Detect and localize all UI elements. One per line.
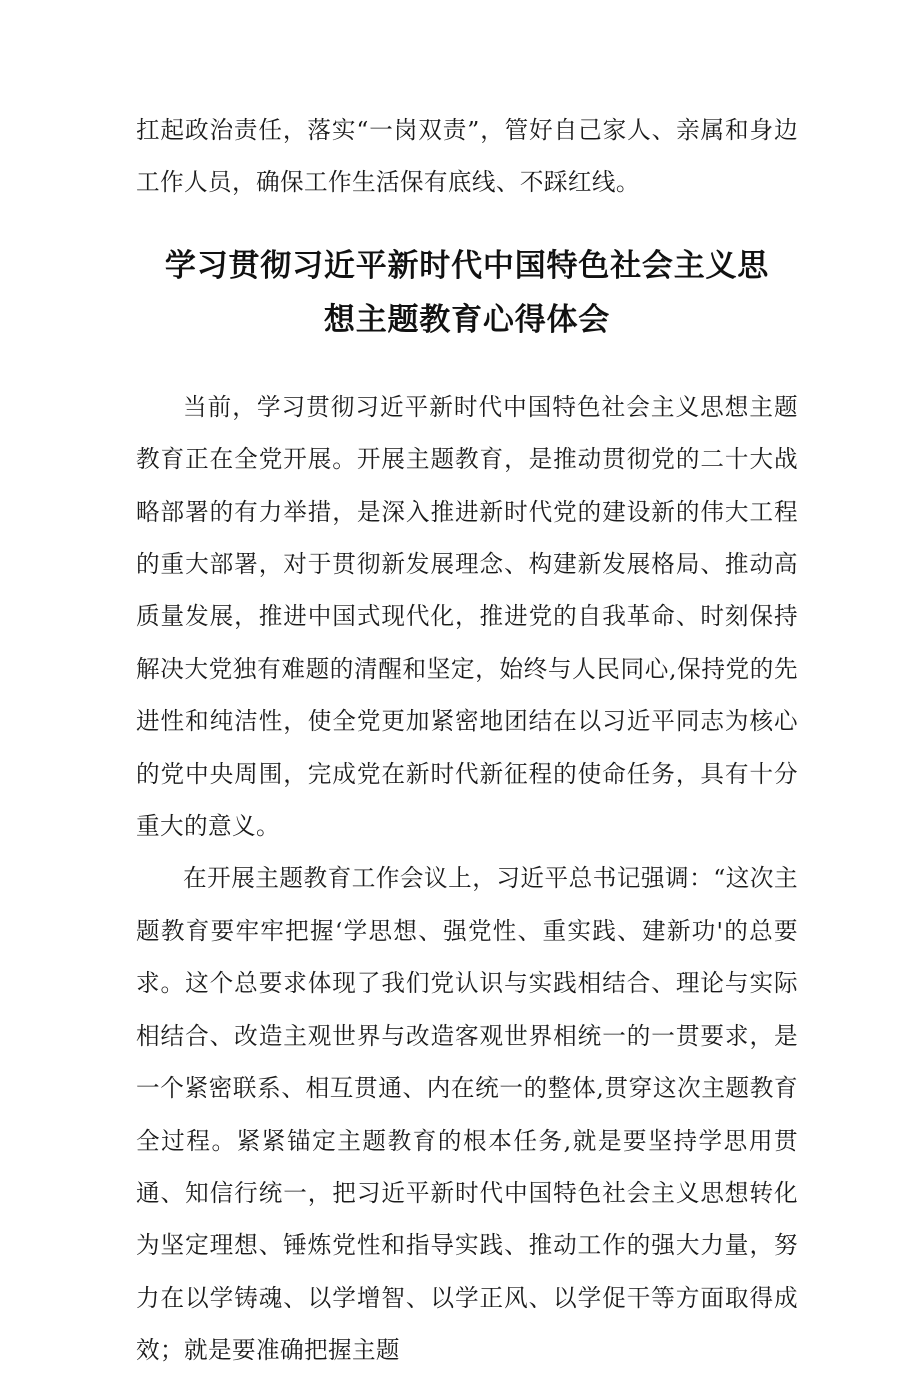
body-paragraph-2: 在开展主题教育工作会议上，习近平总书记强调：“这次主题教育要牢牢把握‘学思想、强党性、重实践、建新功'的总要求。这个总要求体现了我们党认识与实践相结合、理论与实际相结合、改造主观世界与改造客观世界相统一的一贯要求，是一个紧密联系、相互贯通、内在统一的整体,贯穿这次主题教育全过程。紧紧锚定主题教育的根本任务,就是要坚持学思用贯通、知信行统一，把习近平新时代中国特色社会主义思想转化为坚定理想、锤炼党性和指导实践、推动工作的强大力量，努力在以学铸魂、以学增智、以学正风、以学促干等方面取得成效；就是要准确把握主题 — [136, 864, 798, 1365]
title-line-1: 学习贯彻习近平新时代中国特色社会主义思 — [164, 247, 770, 284]
document-page — [136, 104, 798, 1377]
body-paragraph-1: 当前，学习贯彻习近平新时代中国特色社会主义思想主题教育正在全党开展。开展主题教育，是推动贯彻党的二十大战略部署的有力举措，是深入推进新时代党的建设新的伟大工程的重大部署，对于贯彻新发展理念、构建新发展格局、推动高质量发展，推进中国式现代化，推进党的自我革命、时刻保持解决大党独有难题的清醒和坚定，始终与人民同心,保持党的先进性和纯洁性，使全党更加紧密地团结在以习近平同志为核心的党中央周围，完成党在新时代新征程的使命任务，具有十分重大的意义。 — [136, 392, 798, 841]
document-title — [136, 239, 798, 347]
lead-paragraph: 扛起政治责任，落实“一岗双责”，管好自己家人、亲属和身边工作人员，确保工作生活保有底线、不踩红线。 — [136, 116, 798, 197]
title-line-2: 想主题教育心得体会 — [323, 301, 611, 338]
